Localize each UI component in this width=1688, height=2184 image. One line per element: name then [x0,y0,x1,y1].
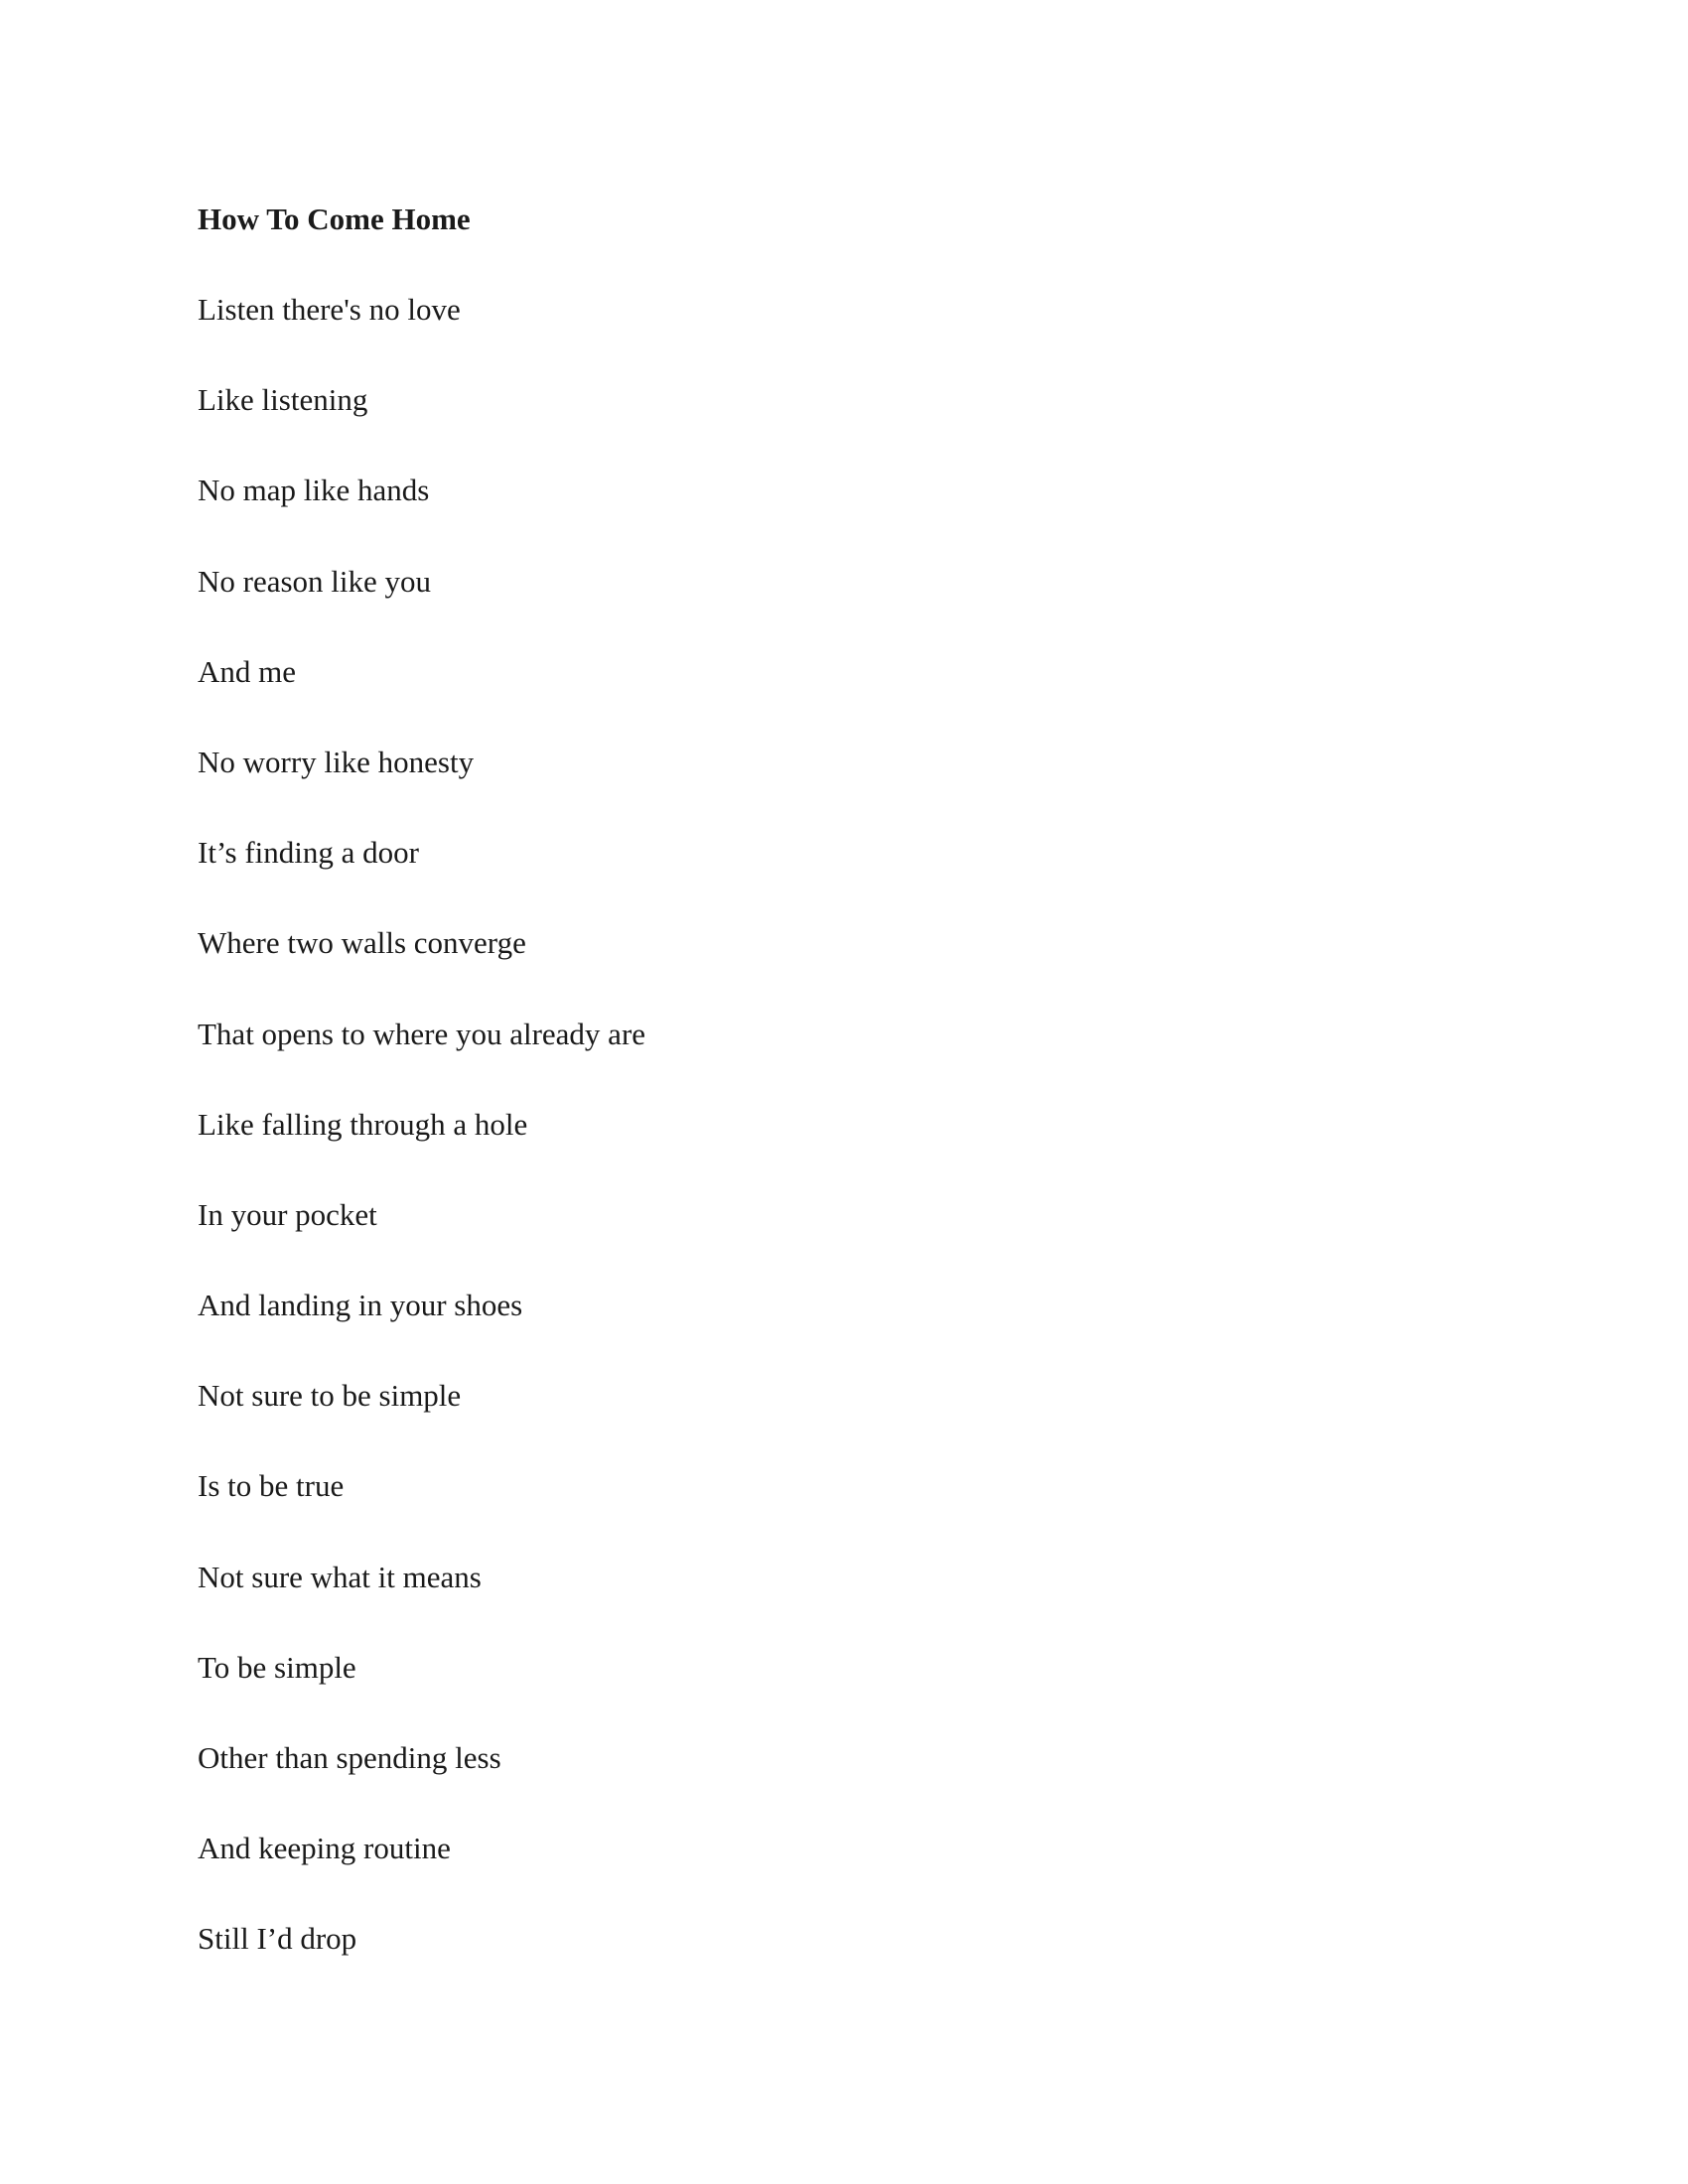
poem-line: Is to be true [198,1468,345,1504]
poem-line: Not sure what it means [198,1559,482,1594]
poem-line: No map like hands [198,473,430,508]
poem-title: How To Come Home [198,202,471,236]
poem-line: No worry like honesty [198,744,475,779]
poem-line: That opens to where you already are [198,1016,646,1051]
poem-lines [198,285,1488,2005]
poem-line: Like listening [198,382,368,418]
poem [198,195,1488,2005]
poem-line: Like falling through a hole [198,1106,528,1142]
poem-line: In your pocket [198,1196,377,1232]
poem-line: And keeping routine [198,1831,451,1866]
poem-line: It’s finding a door [198,835,419,871]
poem-line: And landing in your shoes [198,1288,523,1323]
poem-line: Listen there's no love [198,292,461,327]
poem-line: Not sure to be simple [198,1378,462,1414]
poem-line: Other than spending less [198,1740,501,1775]
poem-line: No reason like you [198,563,432,599]
poem-line: And me [198,653,297,689]
poem-line: To be simple [198,1649,356,1685]
poem-line: Where two walls converge [198,925,526,961]
poem-line: Still I’d drop [198,1921,357,1957]
